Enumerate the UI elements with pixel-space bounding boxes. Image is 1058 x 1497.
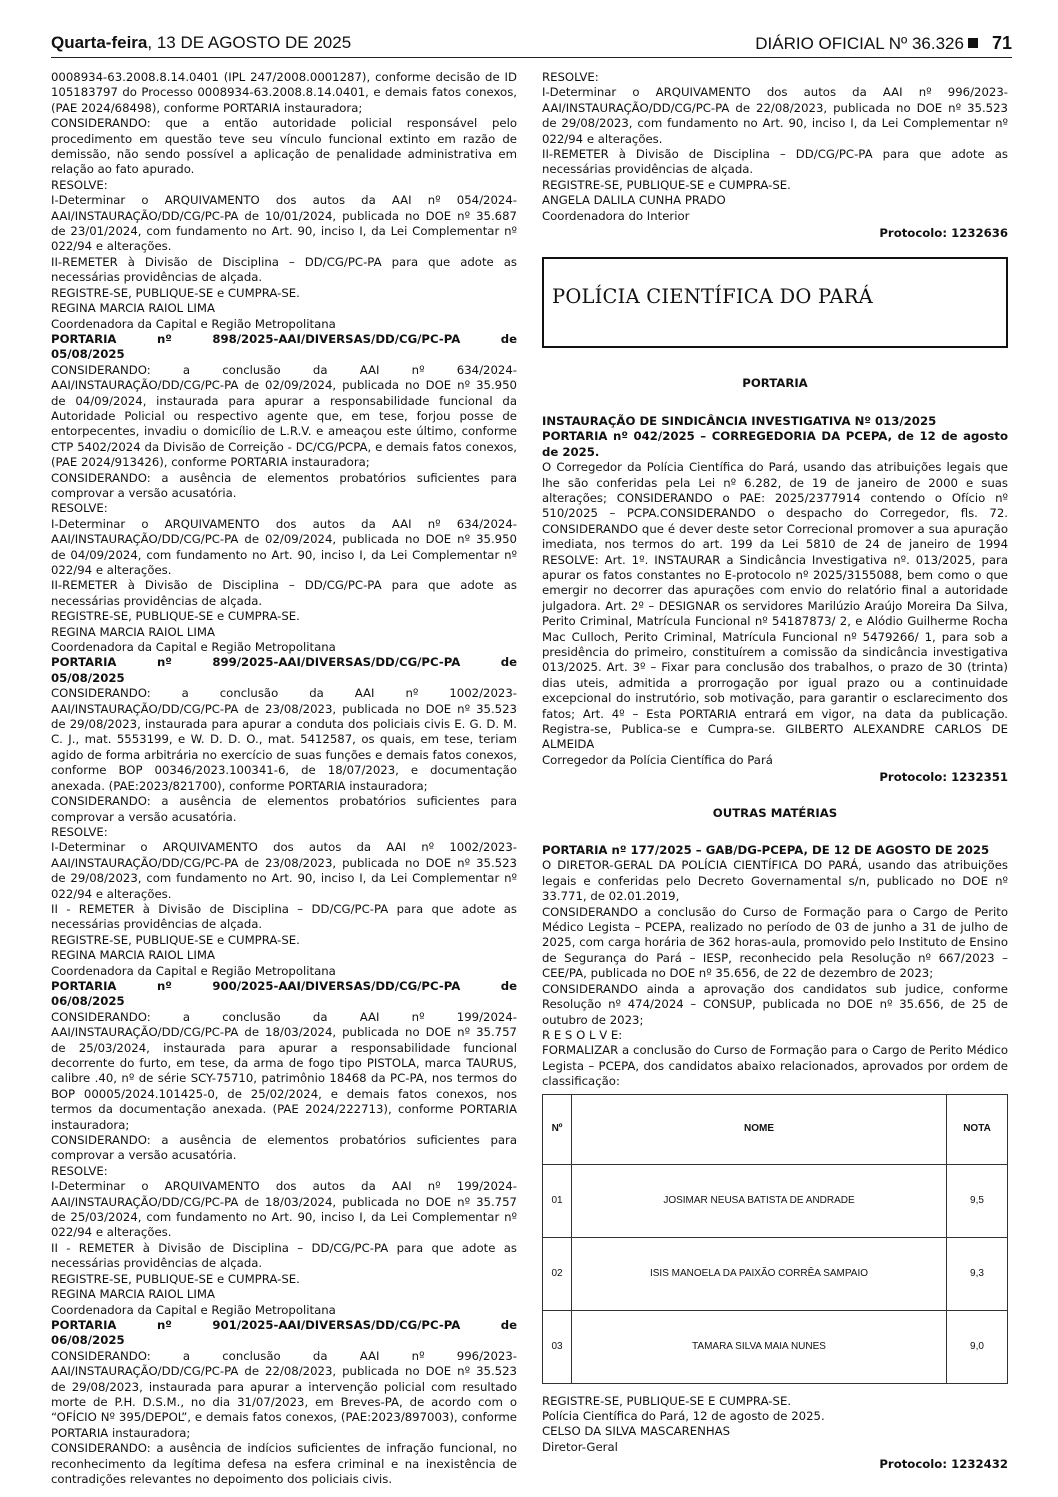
portaria-date: 06/08/2025: [51, 1333, 125, 1348]
portaria-title-part: PORTARIA: [51, 331, 117, 346]
paragraph: O DIRETOR-GERAL DA POLÍCIA CIENTÍFICA DO PARÁ, usando das atribuições legais e conferidas pelo Decreto Governamental s/n, publicado no DOE nº 33.771, de 02.01.2019,: [542, 858, 1008, 904]
paragraph: II - REMETER à Divisão de Disciplina – DD/CG/PC-PA para que adote as necessárias providências de alçada.: [51, 1240, 517, 1271]
paragraph: Coordenadora da Capital e Região Metropolitana: [51, 316, 336, 331]
paragraph: 0008934-63.2008.8.14.0401 (IPL 247/2008.0001287), conforme decisão de ID 105183797 do Processo 0008934-63.2008.8.14.0401, e demais fatos conexos, (PAE 2024/68498), conforme PORTARIA instauradora;: [51, 70, 517, 115]
paragraph: RESOLVE:: [51, 824, 108, 839]
header-date-text: 13 DE AGOSTO DE 2025: [156, 33, 352, 52]
paragraph: REGISTRE-SE, PUBLIQUE-SE e CUMPRA-SE.: [51, 932, 300, 947]
section-heading: OUTRAS MATÉRIAS: [712, 805, 838, 820]
paragraph: Corregedor da Polícia Científica do Pará: [542, 752, 773, 767]
paragraph: Coordenadora da Capital e Região Metropolitana: [51, 640, 336, 655]
table-header-row: [543, 1094, 1008, 1164]
paragraph: CONSIDERANDO: a ausência de elementos probatórios suficientes para comprovar a versão acusatória.: [51, 794, 517, 824]
paragraph: REGINA MARCIA RAIOL LIMA: [51, 1287, 215, 1302]
paragraph: RESOLVE:: [51, 501, 108, 516]
right-top-block: [542, 70, 1008, 241]
paragraph: I-Determinar o ARQUIVAMENTO dos autos da AAI nº 996/2023-AAI/INSTAURAÇÃO/DD/CG/PC-PA de 22/08/2023, publicada no DOE nº 35.523 de 29/08/2023, com fundamento no Art. 90, inciso I, da Lei Complementar nº 022/94 e alterações.: [542, 85, 1008, 146]
paragraph: ANGELA DALILA CUNHA PRADO: [542, 193, 726, 208]
paragraph: REGINA MARCIA RAIOL LIMA: [51, 624, 215, 639]
act-title: PORTARIA nº 042/2025 – CORREGEDORIA DA PCEPA, de 12 de agosto de 2025.: [542, 429, 1008, 459]
portaria-title-part: de: [500, 655, 517, 670]
paragraph: REGISTRE-SE, PUBLIQUE-SE e CUMPRA-SE.: [51, 609, 300, 624]
portaria-title-part: PORTARIA: [51, 978, 117, 993]
table-row: [543, 1237, 1008, 1310]
table-row: [543, 1310, 1008, 1383]
table-row: [543, 1164, 1008, 1237]
paragraph: CELSO DA SILVA MASCARENHAS: [542, 1424, 731, 1439]
portaria-title-part: nº: [156, 655, 172, 670]
paragraph: Diretor-Geral: [542, 1439, 618, 1454]
portaria-title-part: nº: [156, 1317, 172, 1332]
paragraph: CONSIDERANDO ainda a aprovação dos candidatos sub judice, conforme Resolução nº 474/2024 – CONSUP, publicada no DOE nº 35.656, de 25 de outubro de 2023;: [542, 981, 1008, 1027]
cell-grade: 9,0: [947, 1310, 1008, 1383]
portaria-title-part: nº: [156, 978, 172, 993]
paragraph: Coordenadora da Capital e Região Metropolitana: [51, 963, 336, 978]
portaria-date: 06/08/2025: [51, 994, 125, 1009]
portaria-title-part: de: [500, 978, 517, 993]
paragraph: Coordenadora do Interior: [542, 208, 690, 223]
protocol-number: Protocolo: 1232351: [879, 770, 1008, 785]
paragraph: CONSIDERANDO: a ausência de elementos probatórios suficientes para comprovar a versão acusatória.: [51, 1133, 517, 1163]
right-column: [542, 70, 1008, 1473]
cell-name: TAMARA SILVA MAIA NUNES: [572, 1310, 947, 1383]
portaria-title-part: PORTARIA: [51, 655, 117, 670]
portaria-title-part: nº: [156, 331, 172, 346]
cell-number: 03: [543, 1310, 572, 1383]
paragraph: RESOLVE:: [51, 177, 108, 192]
right-bottom-block: [542, 1394, 1008, 1473]
paragraph: CONSIDERANDO: a conclusão da AAI nº 996/2023-AAI/INSTAURAÇÃO/DD/CG/PC-PA de 22/08/2023, publicada no DOE nº 35.523 de 29/08/2023, instaurada para apurar a intervenção policial com resultado morte de P.H. D.S.M., no dia 31/07/2023, em Breves-PA, de acordo com o “OFÍCIO Nº 395/DEPOL”, e demais fatos conexos, (PAE:2023/897003), conforme PORTARIA instauradora;: [51, 1348, 517, 1440]
col-header-name: NOME: [572, 1094, 947, 1164]
paragraph: CONSIDERANDO: a conclusão da AAI nº 634/2024-AAI/INSTAURAÇÃO/DD/CG/PC-PA de 02/09/2024, publicada no DOE nº 35.950 de 04/09/2024, instaurada para apurar a responsabilidade funcional da Autoridade Policial ou respectivo agente que, em tese, forjou posse de entorpecentes, invadiu o domicílio de L.R.V. e ameaçou este último, conforme CTP 5402/2024 da Divisão de Correição - DC/CG/PCPA, e demais fatos conexos, (PAE 2024/913426), conforme PORTARIA instauradora;: [51, 362, 517, 470]
portaria-title-part: 898/2025-AAI/DIVERSAS/DD/CG/PC-PA: [212, 331, 461, 346]
portaria-title-part: 900/2025-AAI/DIVERSAS/DD/CG/PC-PA: [212, 978, 461, 993]
left-column: [51, 70, 517, 1487]
cell-number: 01: [543, 1164, 572, 1237]
paragraph: REGISTRE-SE, PUBLIQUE-SE E CUMPRA-SE.: [542, 1393, 792, 1408]
portaria-date: 05/08/2025: [51, 670, 125, 685]
page-header: [51, 31, 1012, 58]
paragraph: I-Determinar o ARQUIVAMENTO dos autos da AAI nº 199/2024-AAI/INSTAURAÇÃO/DD/CG/PC-PA de 18/03/2024, publicada no DOE nº 35.757 de 25/03/2024, com fundamento no Art. 90, inciso I, da Lei Complementar nº 022/94 e alterações.: [51, 1179, 517, 1240]
paragraph: Coordenadora da Capital e Região Metropolitana: [51, 1302, 336, 1317]
act-title: PORTARIA nº 177/2025 – GAB/DG-PCEPA, DE 12 DE AGOSTO DE 2025: [542, 843, 990, 858]
square-bullet-icon: [968, 38, 978, 48]
paragraph: II-REMETER à Divisão de Disciplina – DD/CG/PC-PA para que adote as necessárias providências de alçada.: [51, 254, 517, 285]
paragraph: CONSIDERANDO: a conclusão da AAI nº 199/2024-AAI/INSTAURAÇÃO/DD/CG/PC-PA de 18/03/2024, publicada no DOE nº 35.757 de 25/03/2024, instaurada para apurar a responsabilidade funcional decorrente do furto, em tese, da arma de fogo tipo PISTOLA, marca TAURUS, calibre .40, nº de série SCY-75710, patrimônio 18468 da PC-PA, nos termos do BOP 00005/2024.101425-0, de 25/02/2024, e demais fatos conexos, nos termos da documentação anexada. (PAE 2024/222713), conforme PORTARIA instauradora;: [51, 1009, 517, 1132]
cell-grade: 9,5: [947, 1164, 1008, 1237]
cell-number: 02: [543, 1237, 572, 1310]
paragraph: CONSIDERANDO a conclusão do Curso de Formação para o Cargo de Perito Médico Legista – PCEPA, realizado no período de 03 de junho a 31 de julho de 2025, com carga horária de 362 horas-aula, promovido pelo Instituto de Ensino de Segurança do Pará – IESP, reconhecido pela Resolução nº 667/2023 – CEE/PA, publicada no DOE nº 35.656, de 22 de dezembro de 2023;: [542, 904, 1008, 981]
paragraph: CONSIDERANDO: a conclusão da AAI nº 1002/2023-AAI/INSTAURAÇÃO/DD/CG/PC-PA de 23/08/2023, publicada no DOE nº 35.523 de 29/08/2023, instaurada para apurar a conduta dos policiais civis E. G. D. M. C. J., mat. 5553199, e W. D. D. O., mat. 5412587, os quais, em tese, teriam agido de forma arbitrária no exercício de suas funções e demais fatos conexos, conforme BOP 00346/2023.100341-6, de 18/07/2023, e documentação anexada. (PAE:2023/821700), conforme PORTARIA instauradora;: [51, 686, 517, 793]
paragraph: REGISTRE-SE, PUBLIQUE-SE e CUMPRA-SE.: [51, 285, 300, 300]
paragraph: REGISTRE-SE, PUBLIQUE-SE e CUMPRA-SE.: [542, 177, 791, 192]
portaria-title-part: PORTARIA: [51, 1317, 117, 1332]
portaria-title: [51, 1318, 517, 1349]
portaria-date: 05/08/2025: [51, 347, 125, 362]
paragraph: CONSIDERANDO: que a então autoridade policial responsável pelo procedimento em questão teve seu vínculo funcional extinto em razão de demissão, não sendo possível a aplicação de penalidade administrativa em relação ao fato apurado.: [51, 116, 517, 177]
header-journal: [755, 33, 1012, 54]
portaria-title-part: 901/2025-AAI/DIVERSAS/DD/CG/PC-PA: [212, 1317, 461, 1332]
col-header-grade: NOTA: [947, 1094, 1008, 1164]
paragraph: I-Determinar o ARQUIVAMENTO dos autos da AAI nº 054/2024-AAI/INSTAURAÇÃO/DD/CG/PC-PA de 10/01/2024, publicada no DOE nº 35.687 de 23/01/2024, com fundamento no Art. 90, inciso I, da Lei Complementar nº 022/94 e alterações.: [51, 193, 517, 254]
cell-name: JOSIMAR NEUSA BATISTA DE ANDRADE: [572, 1164, 947, 1237]
paragraph: REGINA MARCIA RAIOL LIMA: [51, 301, 215, 316]
portaria-title-part: de: [500, 331, 517, 346]
right-mid-block: [542, 376, 1008, 1089]
journal-name: DIÁRIO OFICIAL Nº 36.326: [755, 34, 964, 53]
paragraph: II - REMETER à Divisão de Disciplina – DD/CG/PC-PA para que adote as necessárias providências de alçada.: [51, 901, 517, 932]
paragraph: I-Determinar o ARQUIVAMENTO dos autos da AAI nº 634/2024-AAI/INSTAURAÇÃO/DD/CG/PC-PA de 02/09/2024, publicada no DOE nº 35.950 de 04/09/2024, com fundamento no Art. 90, inciso I, da Lei Complementar nº 022/94 e alterações.: [51, 516, 517, 577]
paragraph: II-REMETER à Divisão de Disciplina – DD/CG/PC-PA para que adote as necessárias providências de alçada.: [51, 578, 517, 608]
header-weekday: Quarta-feira: [51, 33, 148, 52]
paragraph: O Corregedor da Polícia Científica do Pará, usando das atribuições legais que lhe são conferidas pela Lei nº 6.282, de 19 de janeiro de 2000 e suas alterações; CONSIDERANDO o PAE: 2025/2377914 contendo o Ofício nº 510/2025 – PCPA.CONSIDERANDO o despacho do Corregedor, fls. 72. CONSIDERANDO que é dever deste setor Correcional promover a sua apuração imediata, nos termos do art. 199 da Lei 5810 de 24 de janeiro de 1994 RESOLVE: Art. 1º. INSTAURAR a Sindicância Investigativa nº. 013/2025, para apurar os fatos constantes no E-protocolo nº 2025/3155088, bem como o que emergir no decorrer das apurações com envio do relatório final a autoridade julgadora. Art. 2º – DESIGNAR os servidores Marilúzio Araújo Moreira Da Silva, Perito Criminal, Matrícula Funcional nº 54187873/ 2, e Alódio Guilherme Rocha Mac Culloch, Perito Criminal, Matrícula Funcional nº 5479266/ 1, para sob a presidência do primeiro, constituírem a comissão da sindicância investigativa 013/2025. Art. 3º – Fixar para conclusão dos trabalhos, o prazo de 30 (trinta) dias uteis, admitida a prorrogação por igual prazo ou a continuidade excepcional do instrutório, sob motivação, para garantir o esclarecimento dos fatos; Art. 4º – Esta PORTARIA entrará em vigor, na data da publicação. Registra-se, Publica-se e Cumpra-se. GILBERTO ALEXANDRE CARLOS DE ALMEIDA: [542, 460, 1008, 752]
paragraph: RESOLVE:: [542, 70, 599, 84]
paragraph: REGINA MARCIA RAIOL LIMA: [51, 948, 215, 963]
classification-table: [542, 1094, 1008, 1384]
paragraph: FORMALIZAR a conclusão do Curso de Formação para o Cargo de Perito Médico Legista – PCEPA, dos candidatos abaixo relacionados, aprovados por ordem de classificação:: [542, 1043, 1008, 1089]
portaria-title-part: 899/2025-AAI/DIVERSAS/DD/CG/PC-PA: [212, 655, 461, 670]
paragraph: Polícia Científica do Pará, 12 de agosto de 2025.: [542, 1408, 825, 1423]
protocol-number: Protocolo: 1232636: [879, 226, 1008, 241]
page-number: 71: [991, 33, 1012, 53]
cell-grade: 9,3: [947, 1237, 1008, 1310]
paragraph: II-REMETER à Divisão de Disciplina – DD/CG/PC-PA para que adote as necessárias providências de alçada.: [542, 147, 1008, 177]
col-header-number: Nº: [543, 1094, 572, 1164]
cell-name: ISIS MANOELA DA PAIXÃO CORRÊA SAMPAIO: [572, 1237, 947, 1310]
protocol-number: Protocolo: 1232432: [879, 1457, 1008, 1472]
portaria-title-part: de: [500, 1317, 517, 1332]
paragraph: REGISTRE-SE, PUBLIQUE-SE e CUMPRA-SE.: [51, 1271, 300, 1286]
section-box: [542, 257, 1008, 348]
section-title: POLÍCIA CIENTÍFICA DO PARÁ: [552, 285, 873, 309]
paragraph: CONSIDERANDO: a ausência de indícios suficientes de infração funcional, no reconhecimento da legítima defesa na esfera criminal e na inexistência de contradições relevantes no depoimento dos policiais civis.: [51, 1441, 517, 1486]
paragraph: I-Determinar o ARQUIVAMENTO dos autos da AAI nº 1002/2023-AAI/INSTAURAÇÃO/DD/CG/PC-PA de 23/08/2023, publicada no DOE nº 35.523 de 29/08/2023, com fundamento no Art. 90, inciso I, da Lei Complementar nº 022/94 e alterações.: [51, 840, 517, 901]
header-date: Quarta-feira, 13 DE AGOSTO DE 2025: [51, 33, 352, 52]
portaria-title: [51, 655, 517, 686]
act-title: INSTAURAÇÃO DE SINDICÂNCIA INVESTIGATIVA Nº 013/2025: [542, 413, 937, 428]
paragraph: RESOLVE:: [51, 1163, 108, 1178]
paragraph: CONSIDERANDO: a ausência de elementos probatórios suficientes para comprovar a versão acusatória.: [51, 470, 517, 500]
portaria-title: [51, 332, 517, 363]
section-heading: PORTARIA: [742, 376, 808, 391]
portaria-title: [51, 979, 517, 1010]
paragraph: R E S O L V E:: [542, 1027, 623, 1042]
